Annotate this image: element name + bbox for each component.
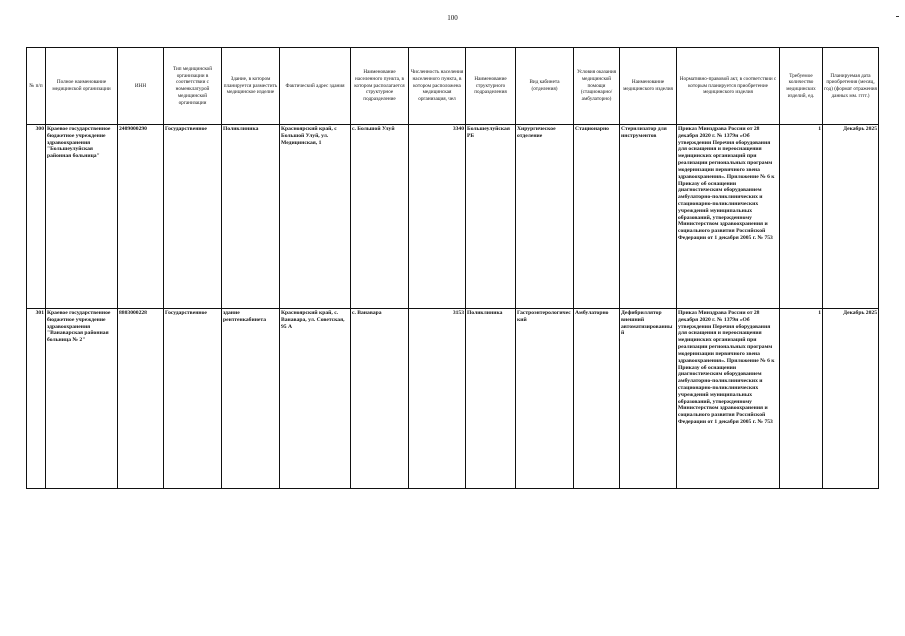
cell-cabinet: Хирургическое отделение [516, 125, 574, 309]
equipment-table [26, 47, 879, 489]
header-subdivision: Наименование структурного подразделения [466, 48, 516, 125]
cell-num: 301 [27, 309, 46, 489]
cell-type: Государственное [164, 309, 222, 489]
header-num: № п/п [27, 48, 46, 125]
cell-settlement: с. Большой Улуй [351, 125, 409, 309]
cell-inn: 8803000228 [118, 309, 164, 489]
cell-address: Красноярский край, с. Ванавара, ул. Советская, 95 А [280, 309, 351, 489]
cell-act: Приказ Минздрава России от 28 декабря 2020 г. № 1379н «Об утверждении Перечня оборудования для оснащения и переоснащения медицинских организаций при реализации региональных программ модернизации первичного звена здравоохранения». Приложение № 6 к Приказу об оснащении диагностическим оборудованием амбулаторно-поликлинических и стационарно-поликлинических учреждений муниципальных образований, утвержденному Министерством здравоохранения и социального развития Российской Федерации от 1 декабря 2005 г. № 753 [677, 309, 780, 489]
cell-act: Приказ Минздрава России от 28 декабря 2020 г. № 1379н «Об утверждении Перечня оборудования для оснащения и переоснащения медицинских организаций при реализации региональных программ модернизации первичного звена здравоохранения». Приложение № 6 к Приказу об оснащении диагностическим оборудованием амбулаторно-поликлинических и стационарно-поликлинических учреждений муниципальных образований, утвержденному Министерством здравоохранения и социального развития Российской Федерации от 1 декабря 2005 г. № 753 [677, 125, 780, 309]
cell-quantity: 1 [780, 309, 823, 489]
cell-num: 300 [27, 125, 46, 309]
header-type: Тип медицинской организации в соответствии с номенклатурой медицинской организации [164, 48, 222, 125]
page-number: 100 [447, 14, 458, 22]
cell-date: Декабрь 2025 [823, 125, 879, 309]
cell-population: 3340 [409, 125, 466, 309]
cell-org: Краевое государственное бюджетное учреждение здравоохранения "Большеулуйская районная больница" [46, 125, 118, 309]
cell-building: Поликлиника [222, 125, 280, 309]
header-settlement: Наименование населенного пункта, в котором располагается структурное подразделение [351, 48, 409, 125]
table-row [27, 125, 879, 309]
header-conditions: Условия оказания медицинской помощи (стационарно/ амбулаторно) [574, 48, 620, 125]
header-cabinet: Вид кабинета (отделения) [516, 48, 574, 125]
header-date: Планируемая дата приобретения (месяц, год) (формат отражения данных мм. гггг.) [823, 48, 879, 125]
cell-conditions: Амбулаторно [574, 309, 620, 489]
cell-org: Краевое государственное бюджетное учреждение здравоохранения "Ванаварская районная больница № 2" [46, 309, 118, 489]
cell-settlement: с. Ванавара [351, 309, 409, 489]
cell-inn: 2409000290 [118, 125, 164, 309]
cell-subdivision: Поликлиника [466, 309, 516, 489]
cell-conditions: Стационарно [574, 125, 620, 309]
cell-cabinet: Гастроэнтерологический [516, 309, 574, 489]
cell-population: 3153 [409, 309, 466, 489]
cell-date: Декабрь 2025 [823, 309, 879, 489]
cell-device: Стерилизатор для инструментов [620, 125, 677, 309]
cell-device: Дефибриллятор внешний автоматизированный [620, 309, 677, 489]
cell-address: Красноярский край, с Большой Улуй, ул. Медицинская, 1 [280, 125, 351, 309]
header-quantity: Требуемое количество медицинских изделий, ед. [780, 48, 823, 125]
header-inn: ИНН [118, 48, 164, 125]
cell-building: здание рентгенкабинета [222, 309, 280, 489]
header-org: Полное наименование медицинской организации [46, 48, 118, 125]
header-address: Фактический адрес здания [280, 48, 351, 125]
cell-subdivision: Большеулуйская РБ [466, 125, 516, 309]
header-row [27, 48, 879, 125]
scan-mark [896, 16, 899, 20]
header-act: Нормативно-правовой акт, в соответствии с которым планируется приобретение медицинского изделия [677, 48, 780, 125]
cell-quantity: 1 [780, 125, 823, 309]
header-device: Наименование медицинского изделия [620, 48, 677, 125]
header-building: Здание, в котором планируется разместить медицинское изделие [222, 48, 280, 125]
cell-type: Государственное [164, 125, 222, 309]
header-population: Численность населения населенного пункта, в котором расположена медицинская организация, чел [409, 48, 466, 125]
table-row [27, 309, 879, 489]
